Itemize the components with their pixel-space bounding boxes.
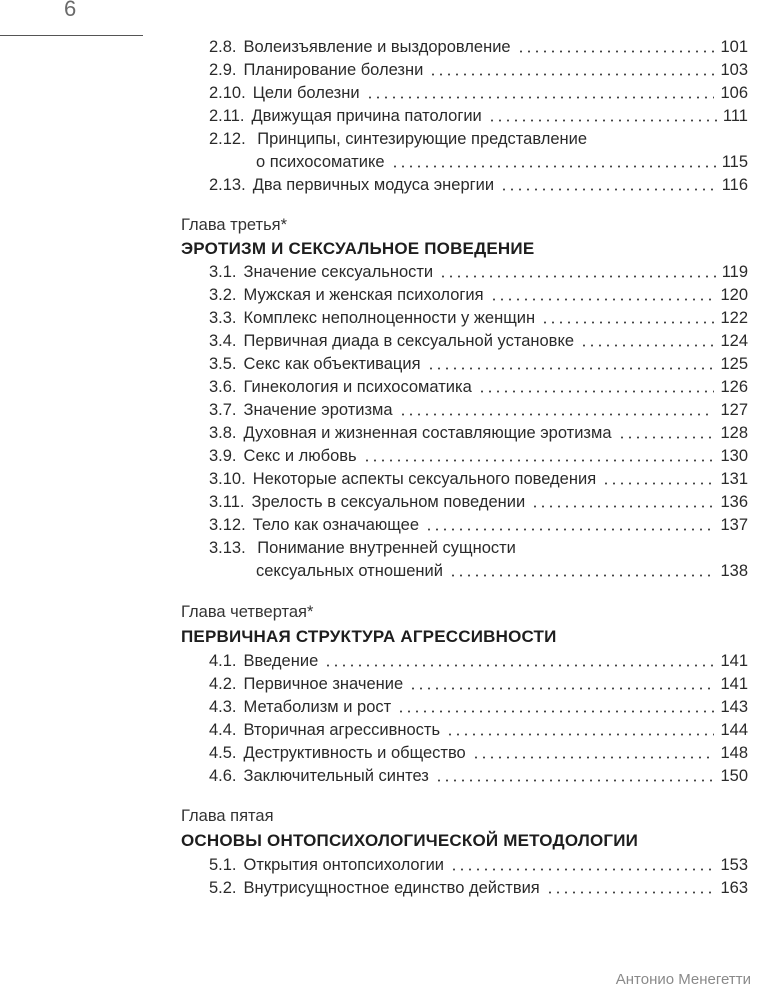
entry-number: 3.12.	[209, 516, 246, 534]
dot-leader	[450, 868, 714, 871]
dot-leader	[429, 73, 714, 76]
toc-entry[interactable]	[209, 59, 748, 82]
toc-entry[interactable]	[209, 174, 748, 197]
entry-number: 2.12.	[209, 130, 246, 148]
entry-number: 2.9.	[209, 61, 237, 79]
entry-page: 111	[722, 107, 748, 125]
entry-number: 3.13.	[209, 539, 246, 557]
dot-leader	[427, 367, 715, 370]
toc-entry[interactable]	[209, 765, 748, 788]
entry-title: Духовная и жизненная составляющие эротизма	[243, 424, 612, 442]
entry-page: 122	[720, 309, 748, 327]
entry-page: 141	[720, 675, 748, 693]
page-number: 6	[64, 0, 77, 21]
dot-leader	[435, 779, 715, 782]
entry-title: Значение эротизма	[243, 401, 393, 419]
entry-number: 3.7.	[209, 401, 237, 419]
entry-page: 120	[720, 286, 748, 304]
dot-leader	[449, 574, 714, 577]
entry-number: 4.3.	[209, 698, 237, 716]
dot-leader	[439, 275, 716, 278]
entry-page: 141	[720, 652, 748, 670]
entry-number: 3.4.	[209, 332, 237, 350]
entry-page: 126	[720, 378, 748, 396]
chapter-title[interactable]: ПЕРВИЧНАЯ СТРУКТУРА АГРЕССИВНОСТИ	[181, 627, 557, 646]
entry-page: 115	[721, 153, 748, 171]
dot-leader	[531, 505, 714, 508]
entry-number: 3.9.	[209, 447, 237, 465]
toc-entry[interactable]	[209, 445, 748, 468]
entry-number: 4.2.	[209, 675, 237, 693]
entry-number: 3.1.	[209, 263, 237, 281]
dot-leader	[541, 321, 714, 324]
dot-leader	[399, 413, 715, 416]
entry-title: Заключительный синтез	[243, 767, 429, 785]
entry-number: 3.6.	[209, 378, 237, 396]
entry-page: 150	[720, 767, 748, 785]
entry-title: Волеизъявление и выздоровление	[243, 38, 511, 56]
toc-entry-first-line[interactable]	[209, 128, 587, 151]
chapter-label: Глава пятая	[181, 807, 274, 825]
toc-entry[interactable]	[209, 696, 748, 719]
entry-title: Метаболизм и рост	[243, 698, 392, 716]
entry-number: 3.2.	[209, 286, 237, 304]
entry-title: Секс и любовь	[243, 447, 357, 465]
entry-page: 131	[720, 470, 748, 488]
entry-title: Два первичных модуса энергии	[252, 176, 495, 194]
toc-entry[interactable]	[209, 82, 748, 105]
dot-leader	[324, 664, 714, 667]
entry-page: 130	[720, 447, 748, 465]
toc-entry[interactable]	[209, 673, 748, 696]
entry-page: 128	[720, 424, 748, 442]
entry-page: 143	[720, 698, 748, 716]
entry-page: 119	[721, 263, 748, 281]
dot-leader	[391, 165, 716, 168]
toc-entry[interactable]	[209, 422, 748, 445]
toc-entry[interactable]	[209, 376, 748, 399]
toc-entry[interactable]	[209, 307, 748, 330]
toc-entry[interactable]	[209, 877, 748, 900]
toc-entry-continuation[interactable]	[256, 151, 748, 174]
entry-page: 148	[720, 744, 748, 762]
toc-entry[interactable]	[209, 719, 748, 742]
entry-title: Первичная диада в сексуальной установке	[243, 332, 575, 350]
author-footer: Антонио Менегетти	[615, 971, 751, 988]
entry-title: Мужская и женская психология	[243, 286, 484, 304]
entry-number: 4.6.	[209, 767, 237, 785]
dot-leader	[546, 891, 715, 894]
entry-number: 2.8.	[209, 38, 237, 56]
dot-leader	[409, 687, 714, 690]
entry-number: 4.1.	[209, 652, 237, 670]
entry-number: 2.10.	[209, 84, 246, 102]
dot-leader	[488, 119, 717, 122]
entry-page: 116	[721, 176, 748, 194]
entry-page: 124	[720, 332, 748, 350]
dot-leader	[602, 482, 714, 485]
entry-title: Введение	[243, 652, 319, 670]
dot-leader	[500, 188, 716, 191]
entry-page: 103	[720, 61, 748, 79]
toc-entry[interactable]	[209, 284, 748, 307]
entry-page: 125	[720, 355, 748, 373]
entry-title-continued: о психосоматике	[256, 153, 385, 171]
entry-title: Гинекология и психосоматика	[243, 378, 472, 396]
entry-number: 4.4.	[209, 721, 237, 739]
entry-number: 4.5.	[209, 744, 237, 762]
entry-title: Цели болезни	[252, 84, 360, 102]
entry-title: Открытия онтопсихологии	[243, 856, 445, 874]
toc-entry[interactable]	[209, 353, 748, 376]
dot-leader	[397, 710, 714, 713]
entry-number: 3.3.	[209, 309, 237, 327]
entry-title: Принципы, синтезирующие представление	[257, 130, 588, 148]
dot-leader	[472, 756, 715, 759]
entry-page: 127	[720, 401, 748, 419]
entry-title: Деструктивность и общество	[243, 744, 466, 762]
entry-page: 101	[720, 38, 748, 56]
entry-number: 3.8.	[209, 424, 237, 442]
entry-title: Вторичная агрессивность	[243, 721, 441, 739]
chapter-label: Глава третья*	[181, 216, 288, 234]
entry-title: Движущая причина патологии	[251, 107, 482, 125]
entry-title: Зрелость в сексуальном поведении	[251, 493, 526, 511]
entry-number: 5.2.	[209, 879, 237, 897]
dot-leader	[366, 96, 715, 99]
entry-number: 3.5.	[209, 355, 237, 373]
entry-page: 138	[720, 562, 748, 580]
dot-leader	[446, 733, 714, 736]
entry-page: 137	[720, 516, 748, 534]
toc-entry-first-line[interactable]	[209, 537, 516, 560]
entry-title: Некоторые аспекты сексуального поведения	[252, 470, 597, 488]
entry-title: Первичное значение	[243, 675, 404, 693]
entry-title: Тело как означающее	[252, 516, 419, 534]
dot-leader	[425, 528, 714, 531]
toc-entry[interactable]	[209, 261, 748, 284]
toc-entry[interactable]	[209, 854, 748, 877]
dot-leader	[618, 436, 715, 439]
chapter-label: Глава четвертая*	[181, 603, 314, 621]
dot-leader	[478, 390, 715, 393]
entry-title: Секс как объективация	[243, 355, 421, 373]
entry-title: Комплекс неполноценности у женщин	[243, 309, 536, 327]
toc-entry[interactable]	[209, 105, 748, 128]
dot-leader	[580, 344, 714, 347]
entry-number: 2.11.	[209, 107, 245, 125]
toc-entry[interactable]	[209, 650, 748, 673]
entry-page: 136	[720, 493, 748, 511]
entry-number: 5.1.	[209, 856, 237, 874]
toc-entry[interactable]	[209, 36, 748, 59]
toc-entry[interactable]	[209, 742, 748, 765]
entry-title: Внутрисущностное единство действия	[243, 879, 540, 897]
dot-leader	[363, 459, 715, 462]
entry-number: 2.13.	[209, 176, 246, 194]
toc-entry[interactable]	[209, 399, 748, 422]
entry-number: 3.10.	[209, 470, 246, 488]
entry-page: 144	[720, 721, 748, 739]
entry-title: Понимание внутренней сущности	[257, 539, 516, 557]
toc-entry[interactable]	[209, 491, 748, 514]
entry-title-continued: сексуальных отношений	[256, 562, 443, 580]
dot-leader	[517, 50, 715, 53]
entry-title: Планирование болезни	[243, 61, 424, 79]
chapter-title[interactable]: ЭРОТИЗМ И СЕКСУАЛЬНОЕ ПОВЕДЕНИЕ	[181, 239, 535, 258]
toc-entry[interactable]	[209, 330, 748, 353]
entry-number: 3.11.	[209, 493, 245, 511]
entry-title: Значение сексуальности	[243, 263, 434, 281]
header-rule	[0, 35, 143, 36]
toc-entry-continuation[interactable]	[256, 560, 748, 583]
toc-entry[interactable]	[209, 468, 748, 491]
entry-page: 163	[720, 879, 748, 897]
toc-entry[interactable]	[209, 514, 748, 537]
entry-page: 153	[720, 856, 748, 874]
entry-page: 106	[720, 84, 748, 102]
dot-leader	[490, 298, 715, 301]
chapter-title[interactable]: ОСНОВЫ ОНТОПСИХОЛОГИЧЕСКОЙ МЕТОДОЛОГИИ	[181, 831, 639, 850]
